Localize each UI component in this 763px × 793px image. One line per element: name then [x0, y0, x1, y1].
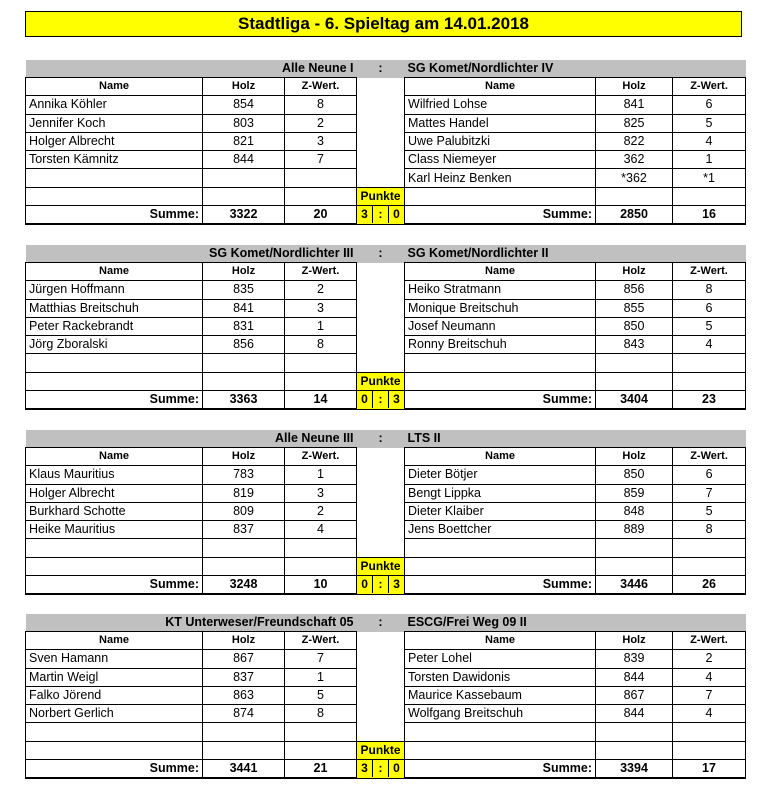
home-player-name: [26, 539, 203, 557]
away-player-zwert: 6: [673, 299, 746, 317]
col-name-header: Name: [26, 632, 203, 650]
sum-row: [26, 760, 746, 779]
away-player-zwert: 2: [673, 650, 746, 668]
home-sum-holz: 3322: [203, 206, 285, 225]
away-player-holz: [596, 741, 673, 759]
match-table: [25, 614, 746, 779]
away-player-holz: 844: [596, 668, 673, 686]
home-player-zwert: 8: [285, 705, 357, 723]
away-player-holz: [596, 354, 673, 372]
home-player-zwert: [285, 169, 357, 187]
away-team-name: SG Komet/Nordlichter IV: [405, 60, 746, 78]
home-team-name: Alle Neune I: [26, 60, 357, 78]
table-row: [26, 502, 746, 520]
sum-row: [26, 206, 746, 225]
away-sum-label: Summe:: [405, 206, 596, 225]
away-player-holz: 889: [596, 521, 673, 539]
home-points: 0: [357, 391, 373, 408]
away-player-name: Maurice Kassebaum: [405, 686, 596, 704]
away-player-name: Josef Neumann: [405, 317, 596, 335]
home-sum-label: Summe:: [26, 206, 203, 225]
home-player-holz: 837: [203, 521, 285, 539]
sum-row: [26, 391, 746, 410]
away-player-zwert: 5: [673, 317, 746, 335]
away-player-name: Karl Heinz Benken: [405, 169, 596, 187]
home-player-name: Sven Hamann: [26, 650, 203, 668]
home-player-zwert: 8: [285, 96, 357, 114]
home-player-name: Torsten Kämnitz: [26, 151, 203, 169]
col-holz-header: Holz: [596, 263, 673, 281]
home-player-zwert: [285, 372, 357, 390]
away-player-name: Wilfried Lohse: [405, 96, 596, 114]
col-holz-header: Holz: [203, 78, 285, 96]
home-sum-holz: 3441: [203, 760, 285, 779]
home-player-name: Martin Weigl: [26, 668, 203, 686]
score-colon: :: [373, 760, 389, 777]
home-player-holz: 803: [203, 114, 285, 132]
home-player-holz: [203, 557, 285, 575]
away-sum-holz: 2850: [596, 206, 673, 225]
col-zwert-header: Z-Wert.: [285, 78, 357, 96]
table-row: [26, 187, 746, 205]
home-sum-zwert: 10: [285, 576, 357, 595]
away-player-name: Heiko Stratmann: [405, 281, 596, 299]
match-header: [26, 60, 746, 78]
score-colon: :: [373, 576, 389, 593]
away-player-name: Torsten Dawidonis: [405, 668, 596, 686]
home-player-holz: 821: [203, 132, 285, 150]
col-holz-header: Holz: [596, 632, 673, 650]
away-player-name: Mattes Handel: [405, 114, 596, 132]
away-player-holz: 859: [596, 484, 673, 502]
home-team-name: SG Komet/Nordlichter III: [26, 245, 357, 263]
punkte-label: Punkte: [357, 741, 405, 759]
away-player-name: Wolfgang Breitschuh: [405, 705, 596, 723]
home-player-zwert: [285, 557, 357, 575]
away-player-holz: 848: [596, 502, 673, 520]
table-row: [26, 466, 746, 484]
away-player-holz: [596, 723, 673, 741]
away-player-zwert: 4: [673, 132, 746, 150]
vs-separator: :: [357, 614, 405, 632]
col-holz-header: Holz: [203, 632, 285, 650]
home-team-name: Alle Neune III: [26, 430, 357, 448]
away-player-name: Jens Boettcher: [405, 521, 596, 539]
away-player-holz: [596, 539, 673, 557]
away-sum-label: Summe:: [405, 576, 596, 595]
home-player-holz: 835: [203, 281, 285, 299]
column-header-row: [26, 263, 746, 281]
table-row: [26, 650, 746, 668]
away-player-zwert: 7: [673, 484, 746, 502]
col-zwert-header: Z-Wert.: [673, 632, 746, 650]
home-player-holz: 844: [203, 151, 285, 169]
away-player-holz: 850: [596, 466, 673, 484]
home-points: 3: [357, 206, 373, 223]
away-player-name: Ronny Breitschuh: [405, 336, 596, 354]
table-row: [26, 557, 746, 575]
home-player-holz: 841: [203, 299, 285, 317]
away-player-name: [405, 354, 596, 372]
column-header-row: [26, 632, 746, 650]
col-name-header: Name: [26, 448, 203, 466]
col-holz-header: Holz: [596, 448, 673, 466]
home-player-zwert: [285, 187, 357, 205]
away-player-zwert: 4: [673, 668, 746, 686]
vs-separator: :: [357, 60, 405, 78]
match-table: [25, 430, 746, 595]
away-player-name: [405, 741, 596, 759]
away-sum-label: Summe:: [405, 760, 596, 779]
col-holz-header: Holz: [203, 263, 285, 281]
away-player-holz: 822: [596, 132, 673, 150]
col-zwert-header: Z-Wert.: [673, 78, 746, 96]
away-player-holz: 825: [596, 114, 673, 132]
match-header: [26, 245, 746, 263]
away-player-zwert: 5: [673, 502, 746, 520]
col-name-header: Name: [405, 448, 596, 466]
home-player-holz: 867: [203, 650, 285, 668]
home-player-zwert: 3: [285, 484, 357, 502]
away-player-name: Dieter Bötjer: [405, 466, 596, 484]
home-player-zwert: [285, 741, 357, 759]
match-header: [26, 614, 746, 632]
home-player-zwert: 1: [285, 317, 357, 335]
away-sum-label: Summe:: [405, 391, 596, 410]
home-player-holz: [203, 354, 285, 372]
col-zwert-header: Z-Wert.: [285, 632, 357, 650]
home-player-holz: 831: [203, 317, 285, 335]
away-points: 3: [393, 392, 400, 407]
vs-separator: :: [357, 245, 405, 263]
away-player-holz: 850: [596, 317, 673, 335]
away-sum-zwert: 26: [673, 576, 746, 595]
home-player-zwert: 2: [285, 281, 357, 299]
away-player-holz: [596, 372, 673, 390]
col-holz-header: Holz: [203, 448, 285, 466]
home-player-holz: 809: [203, 502, 285, 520]
table-row: [26, 372, 746, 390]
away-player-holz: 839: [596, 650, 673, 668]
away-points: 0: [393, 761, 400, 776]
home-player-holz: 837: [203, 668, 285, 686]
away-player-holz: [596, 187, 673, 205]
away-player-holz: 844: [596, 705, 673, 723]
home-team-name: KT Unterweser/Freundschaft 05: [26, 614, 357, 632]
away-player-zwert: 8: [673, 521, 746, 539]
home-player-name: Jennifer Koch: [26, 114, 203, 132]
away-player-holz: 855: [596, 299, 673, 317]
col-zwert-header: Z-Wert.: [285, 448, 357, 466]
home-player-zwert: 2: [285, 502, 357, 520]
home-player-name: Falko Jörend: [26, 686, 203, 704]
away-team-name: LTS II: [405, 430, 746, 448]
match-table: [25, 60, 746, 225]
home-sum-zwert: 14: [285, 391, 357, 410]
home-player-name: Jörg Zboralski: [26, 336, 203, 354]
home-points: 0: [357, 576, 373, 593]
match-table: [25, 245, 746, 410]
table-row: [26, 539, 746, 557]
away-points: 3: [393, 577, 400, 592]
home-player-name: Matthias Breitschuh: [26, 299, 203, 317]
page-title: Stadtliga - 6. Spieltag am 14.01.2018: [25, 11, 742, 37]
home-player-zwert: 8: [285, 336, 357, 354]
sum-row: [26, 576, 746, 595]
table-row: [26, 317, 746, 335]
home-player-name: [26, 557, 203, 575]
home-player-name: Peter Rackebrandt: [26, 317, 203, 335]
away-player-name: [405, 557, 596, 575]
away-points: 0: [393, 207, 400, 222]
home-player-zwert: 1: [285, 466, 357, 484]
punkte-label: Punkte: [357, 557, 405, 575]
home-player-name: [26, 354, 203, 372]
home-player-zwert: [285, 539, 357, 557]
table-row: [26, 484, 746, 502]
home-player-zwert: 7: [285, 151, 357, 169]
away-player-zwert: 6: [673, 466, 746, 484]
table-row: [26, 354, 746, 372]
away-sum-holz: 3394: [596, 760, 673, 779]
away-player-name: Dieter Klaiber: [405, 502, 596, 520]
away-player-holz: 362: [596, 151, 673, 169]
table-row: [26, 96, 746, 114]
home-player-zwert: [285, 723, 357, 741]
home-player-name: Heike Mauritius: [26, 521, 203, 539]
away-player-zwert: 7: [673, 686, 746, 704]
table-row: [26, 336, 746, 354]
away-player-zwert: [673, 557, 746, 575]
match-score: [357, 206, 405, 225]
col-name-header: Name: [26, 78, 203, 96]
col-name-header: Name: [405, 632, 596, 650]
away-player-zwert: 1: [673, 151, 746, 169]
away-team-name: ESCG/Frei Weg 09 II: [405, 614, 746, 632]
table-row: [26, 686, 746, 704]
table-row: [26, 281, 746, 299]
home-player-name: Klaus Mauritius: [26, 466, 203, 484]
col-holz-header: Holz: [596, 78, 673, 96]
home-player-zwert: 4: [285, 521, 357, 539]
away-sum-holz: 3446: [596, 576, 673, 595]
away-player-zwert: 8: [673, 281, 746, 299]
home-points: 3: [357, 760, 373, 777]
home-player-holz: [203, 723, 285, 741]
away-player-holz: 856: [596, 281, 673, 299]
home-player-name: Burkhard Schotte: [26, 502, 203, 520]
home-player-name: Jürgen Hoffmann: [26, 281, 203, 299]
away-player-zwert: [673, 187, 746, 205]
home-player-zwert: 3: [285, 299, 357, 317]
home-player-zwert: 2: [285, 114, 357, 132]
away-player-name: Bengt Lippka: [405, 484, 596, 502]
away-player-zwert: [673, 372, 746, 390]
away-sum-zwert: 17: [673, 760, 746, 779]
home-player-holz: 874: [203, 705, 285, 723]
home-player-holz: [203, 169, 285, 187]
home-player-name: [26, 187, 203, 205]
home-player-zwert: 1: [285, 668, 357, 686]
away-player-holz: 843: [596, 336, 673, 354]
match-score: [357, 576, 405, 595]
table-row: [26, 705, 746, 723]
home-player-holz: [203, 539, 285, 557]
home-player-name: Holger Albrecht: [26, 132, 203, 150]
vs-separator: :: [357, 430, 405, 448]
col-name-header: Name: [405, 78, 596, 96]
column-header-row: [26, 448, 746, 466]
away-player-zwert: 5: [673, 114, 746, 132]
home-player-holz: 819: [203, 484, 285, 502]
away-player-zwert: [673, 723, 746, 741]
table-row: [26, 521, 746, 539]
home-sum-label: Summe:: [26, 576, 203, 595]
home-player-zwert: 7: [285, 650, 357, 668]
away-player-zwert: [673, 539, 746, 557]
column-header-row: [26, 78, 746, 96]
table-row: [26, 741, 746, 759]
col-zwert-header: Z-Wert.: [673, 448, 746, 466]
col-zwert-header: Z-Wert.: [285, 263, 357, 281]
home-sum-label: Summe:: [26, 760, 203, 779]
score-colon: :: [373, 206, 389, 223]
home-player-holz: [203, 741, 285, 759]
home-player-zwert: 5: [285, 686, 357, 704]
punkte-label: Punkte: [357, 187, 405, 205]
punkte-label: Punkte: [357, 372, 405, 390]
home-player-holz: 783: [203, 466, 285, 484]
home-player-zwert: 3: [285, 132, 357, 150]
away-player-name: [405, 539, 596, 557]
away-player-name: Monique Breitschuh: [405, 299, 596, 317]
away-player-holz: 867: [596, 686, 673, 704]
home-player-name: [26, 372, 203, 390]
home-player-name: [26, 169, 203, 187]
table-row: [26, 668, 746, 686]
home-player-name: Annika Köhler: [26, 96, 203, 114]
away-sum-zwert: 23: [673, 391, 746, 410]
away-player-name: Uwe Palubitzki: [405, 132, 596, 150]
table-row: [26, 299, 746, 317]
table-row: [26, 114, 746, 132]
table-row: [26, 151, 746, 169]
away-player-name: [405, 187, 596, 205]
away-player-name: [405, 372, 596, 390]
home-player-holz: 863: [203, 686, 285, 704]
away-player-zwert: [673, 741, 746, 759]
table-row: [26, 169, 746, 187]
home-player-name: [26, 741, 203, 759]
home-sum-label: Summe:: [26, 391, 203, 410]
away-player-zwert: *1: [673, 169, 746, 187]
away-player-holz: *362: [596, 169, 673, 187]
home-player-name: [26, 723, 203, 741]
away-player-holz: [596, 557, 673, 575]
away-sum-holz: 3404: [596, 391, 673, 410]
away-player-zwert: 4: [673, 705, 746, 723]
table-row: [26, 723, 746, 741]
match-score: [357, 391, 405, 410]
col-zwert-header: Z-Wert.: [673, 263, 746, 281]
away-player-zwert: 6: [673, 96, 746, 114]
away-player-name: Class Niemeyer: [405, 151, 596, 169]
home-sum-holz: 3363: [203, 391, 285, 410]
score-colon: :: [373, 391, 389, 408]
match-header: [26, 430, 746, 448]
home-player-name: Holger Albrecht: [26, 484, 203, 502]
away-player-zwert: 4: [673, 336, 746, 354]
away-player-zwert: [673, 354, 746, 372]
away-team-name: SG Komet/Nordlichter II: [405, 245, 746, 263]
home-sum-holz: 3248: [203, 576, 285, 595]
col-name-header: Name: [26, 263, 203, 281]
home-player-name: Norbert Gerlich: [26, 705, 203, 723]
match-score: [357, 760, 405, 779]
away-player-name: Peter Lohel: [405, 650, 596, 668]
home-player-holz: [203, 187, 285, 205]
home-player-holz: 856: [203, 336, 285, 354]
away-sum-zwert: 16: [673, 206, 746, 225]
home-sum-zwert: 20: [285, 206, 357, 225]
table-row: [26, 132, 746, 150]
col-name-header: Name: [405, 263, 596, 281]
home-player-zwert: [285, 354, 357, 372]
home-player-holz: [203, 372, 285, 390]
home-sum-zwert: 21: [285, 760, 357, 779]
away-player-name: [405, 723, 596, 741]
away-player-holz: 841: [596, 96, 673, 114]
home-player-holz: 854: [203, 96, 285, 114]
